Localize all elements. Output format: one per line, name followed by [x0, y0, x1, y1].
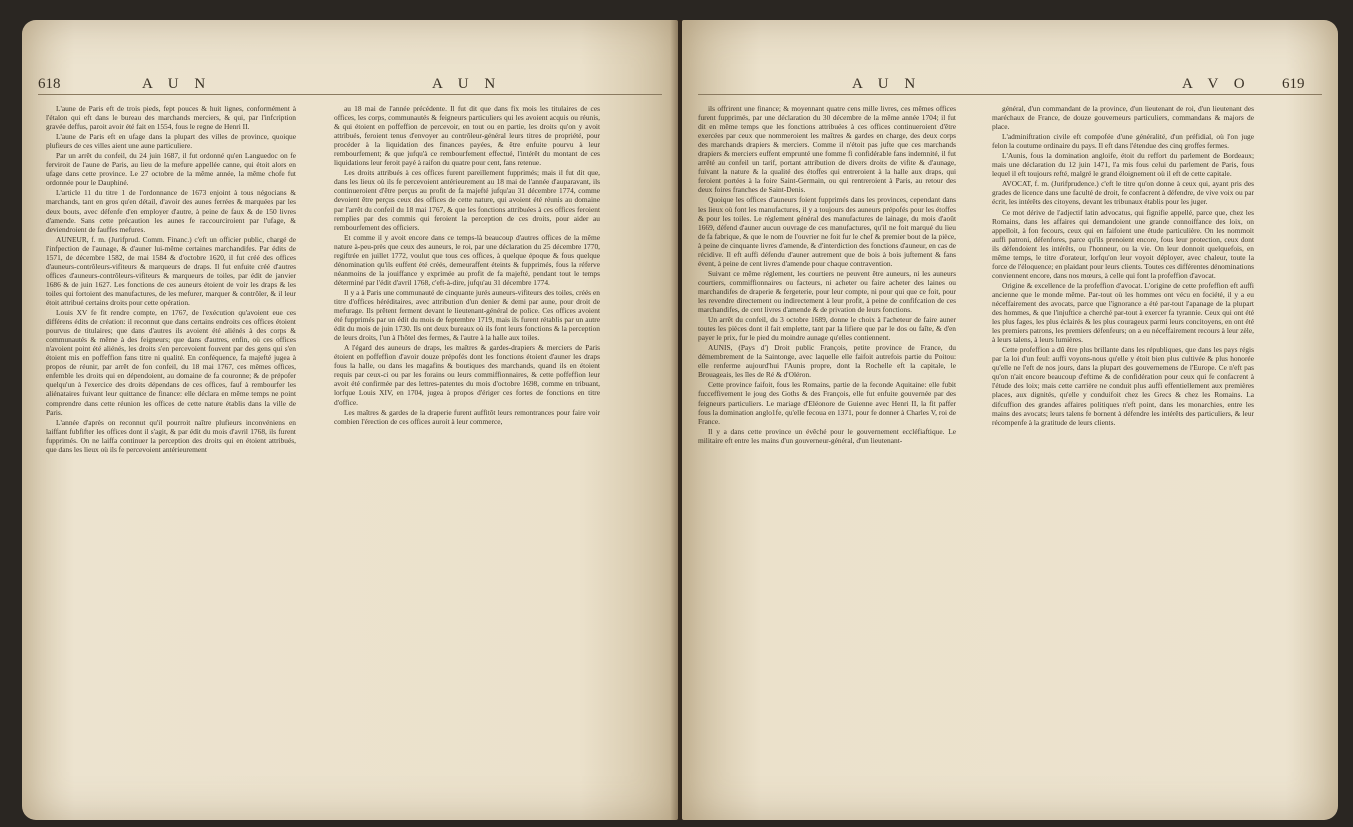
open-book — [22, 20, 1338, 820]
paragraph: A l'égard des auneurs de draps, les maîtres & gardes-drapiers & merciers de Paris étoient en poffeffion d'avoir douze prépofés dont les fonctions étoient d'auner les draps fous la halle, ou dans les magafins & boutiques des marchands, quand ils en étoient requis par ceux-ci ou par les forains ou leurs commiffionnaires, & cette poffeffion leur avoit été confirmée par des lettres-patentes du mois d'octobre 1698, comme en tribuant, lorfque Louis XIV, en 1704, jugea à propos d'ériger ces fortes de fonctions en titre d'office. — [334, 343, 600, 407]
paragraph: au 18 mai de l'année précédente. Il fut dit que dans fix mois les titulaires de ces offices, les corps, communautés & feigneurs particuliers qui les avoient acquis ou réunis, & qui étoient en poffeffion de percevoir, en tout ou en partie, les droits qu'on y avoit attribués, feroient tenus d'envoyer au contrôleur-général leurs titres de propriété, pour procéder à la liquidation des finances payées, & être enfuite pourvu à leur rembourfement; & que jufqu'à ce rembourfement effectué, l'intérêt du montant de ces liquidations leur feroit payé à raifon du quatre pour cent, fans retenue. — [334, 104, 600, 168]
paragraph: général, d'un commandant de la province, d'un lieutenant de roi, d'un lieutenant des maréchaux de France, de douze gouverneurs particuliers, commandans & majors de place. — [992, 104, 1254, 132]
paragraph: L'article 11 du titre 1 de l'ordonnance de 1673 enjoint à tous négocians & marchands, tant en gros qu'en détail, d'avoir des aunes ferrées & marquées par les deux bouts, avec défenfe d'en employer d'autre, à peine de faux & de 150 livres d'amende. Sans cette précaution les aunes fe raccourciroient par l'ufage, & deviendroient de fauffes mefures. — [46, 188, 296, 234]
paragraph: Louis XV fe fit rendre compte, en 1767, de l'exécution qu'avoient eue ces différens édits de création: il reconnut que dans certains endroits ces offices étoient pourvus de titulaires; que dans d'autres ils avoient été aliénés à des corps & communautés & même à des feigneurs; que dans d'autres, enfin, où ces offices n'avoient point été aliénés, les droits s'en percevoient fouvent par des gens qui s'en étoient mis en poffeffion fans titre ni qualité. En conféquence, fa majefté jugea à propos de réunir, par arrêt de fon confeil, du 18 mai 1767, ces mêmes offices, enfemble les droits qui en dépendoient, au domaine de fa couronne; & de prépofer quelqu'un à l'exercice des droits dépendans de ces offices, fauf à rembourfer les aliénataires fuivant leur quittance de finance: elle déclara en même temps ne point comprendre dans cette réunion les offices de cette nature établis dans la ville de Paris. — [46, 308, 296, 417]
paragraph: Et comme il y avoit encore dans ce temps-là beaucoup d'autres offices de la même nature à-peu-près que ceux des auneurs, le roi, par une déclaration du 25 décembre 1770, regiftrée en juillet 1772, voulut que tous ces offices, à quelque époque & fous quelque dénomination qu'ils euffent été créés, demeuraffent éteints & fupprimés, fous la réferve néanmoins de la jouiffance y exprimée au profit de fa majefté, pendant tout le temps déterminé par l'édit d'avril 1768, c'eft-à-dire, jufqu'au 31 décembre 1774. — [334, 232, 600, 287]
paragraph: Il y a dans cette province un évêché pour le gouvernement eccléfiaftique. Le militaire eft entre les mains d'un gouverneur-général, d'un lieutenant- — [698, 426, 956, 445]
page-number: 619 — [1282, 76, 1305, 92]
paragraph: Les droits attribués à ces offices furent pareillement fupprimés; mais il fut dit que, dans les lieux où ils fe percevoient antérieurement au 18 mai de l'année d'auparavant, ils continueroient d'être perçus au profit de fa majefté jufqu'au 31 décembre 1774, comme devoient être perçus ceux des offices de cette nature, qui avoient été réunis au domaine par l'arrêt du confeil du 18 mai 1767, & que les fonctions attribuées à ces offices feroient remplies par des commis qui feroient la perception de ces droits, pour aider au rembourfement des officiers. — [334, 168, 600, 232]
paragraph: Il y a à Paris une communauté de cinquante jurés auneurs-vifiteurs des toiles, créés en titre d'offices héréditaires, avec attribution d'un denier & demi par aune, pour droit de mefurage. Ils prêtent ferment devant le lieutenant-général de police. Ces offices avoient été fupprimés par un édit du mois de feptembre 1719, mais ils furent rétablis par un autre édit du mois de juin 1730. Ils ont deux bureaux où ils font leurs fonctions & la perception de leurs droits, l'un à l'hôtel des fermes, & l'autre à la halle aux toiles. — [334, 287, 600, 343]
paragraph: Ce mot dérive de l'adjectif latin advocatus, qui fignifie appellé, parce que, chez les Romains, dans les affaires qui demandoient une grande connoiffance des loix, on appelloit, à fon fecours, ceux qui en faifoient une étude particulière. On les nommoit auffi patroni, défenfores, parce qu'ils prenoient encore, fous leur protection, ceux dont ils défendoient les intérêts, ou l'honneur, ou la vie. On leur donnoit quelquefois, en même temps, le titre d'orateur, lorfqu'on leur voyoit déployer, avec chaleur, toute la force de l'éloquence; en plaidant pour leurs clients. Toutes ces différentes dénominations conviennent encore, dans nos mœurs, à celle qui font la profeffion d'avocat. — [992, 207, 1254, 280]
paragraph: AUNIS, (Pays d') Droit public François, petite province de France, du démembrement de la Saintonge, avec laquelle elle faifoit autrefois partie du Poitou: elle renferme aujourd'hui l'Aunis propre, dont la Rochelle eft la capitale, le Brouageais, les îles de Ré & d'Oléron. — [698, 343, 956, 380]
paragraph: Un arrêt du confeil, du 3 octobre 1689, donne le choix à l'acheteur de faire auner toutes les pièces dont il fait emplette, tant par la lifiere que par le dos ou faîte, & d'en payer le prix, fur le pied du moindre aunage qu'elles contiennent. — [698, 315, 956, 343]
text-column — [334, 104, 600, 427]
paragraph: AUNEUR, f. m. (Jurifprud. Comm. Financ.) c'eft un officier public, chargé de l'infpection de l'aunage, & d'auner lui-même certaines marchandifes. Par édits de 1571, de décembre 1582, de mai 1584 & d'octobre 1620, il fut créé des offices d'auneurs-contrôleurs-vifiteurs & marqueurs de draps. Il fut enfuite créé d'autres offices d'auneurs-contrôleurs-vifiteurs & marqueurs de toiles, par édit de janvier 1686 & de juin 1627. Les fonctions de ces auneurs étoient de voir les draps & les toiles qui fortoient des manufactures, de les mefurer, marquer & contrôler, & il leur étoit attribué certains droits pour cette opération. — [46, 234, 296, 307]
paragraph: L'année d'après on reconnut qu'il pourroit naître plufieurs inconvéniens en laiffant fubfifter les offices dont il s'agit, & par édit du mois d'avril 1768, ils furent fupprimés. On ne laiffa continuer la perception des droits qui en étoient attribués, que dans les lieux où ils fe percevoient antérieurement — [46, 417, 296, 454]
paragraph: Quoique les offices d'auneurs foient fupprimés dans les provinces, cependant dans les lieux où font les manufactures, il y a toujours des auneurs prépofés pour les étoffes & pour les toiles. Le réglement général des manufactures de lainage, du mois d'août 1669, défend d'auner aucun ouvrage de ces manufactures, qu'il ne foit marqué du lieu de fa fabrique, & que le nom de l'ouvrier ne foit fur le chef & premier bout de la pièce, à peine de cinquante livres d'amende, & d'interdiction des fonctions d'auneur, en cas de récidive. Il eft auffi défendu d'auner autrement que de bois à bois juftement & fans évent, à peine de cent livres d'amende pour chaque contravention. — [698, 195, 956, 268]
running-header: A U N — [142, 76, 212, 92]
page-number: 618 — [38, 76, 61, 92]
header-rule — [38, 94, 662, 95]
paragraph: Cette province faifoit, fous les Romains, partie de la feconde Aquitaine: elle fubit fucceffivement le joug des Goths & des François, elle fut enfuite gouvernée par des feigneurs particuliers. Le mariage d'Eléonore de Guienne avec Henri II, la fit paffer fous la domination anglo1fe, qu'elle fecoua en 1371, pour fe donner à Charles V, roi de France. — [698, 380, 956, 426]
paragraph: ils offrirent une finance; & moyennant quatre cens mille livres, ces mêmes offices furent fupprimés, par une déclaration du 30 décembre de la même année 1704; il fut dit en même temps que les fonctions attribuées à ces offices continueroient d'être exercées par ceux que nommeroient les maîtres & gardes en charge, des deux corps des marchands drapiers & merciers. Comme il n'étoit pas jufte que ces marchands drapiers & merciers euffent emprunté une fomme fi confidérable fans indemnité, il fut arrêté au confeil un tarif, portant attribution de divers droits de vifite & d'aunage, fuivant la nature & la qualité des étoffes qui entreroient à la halle aux draps, qui feroient portées à la foire Saint-Germain, ou qui rentreroient à Paris, au retour des deux foires franches de Saint-Denis. — [698, 104, 956, 195]
text-column — [698, 104, 956, 446]
paragraph: L'aune de Paris eft en ufage dans la plupart des villes de province, quoique plufieurs de ces villes aient une aune particuliere. — [46, 132, 296, 151]
text-column — [992, 104, 1254, 428]
running-header: A U N — [432, 76, 502, 92]
paragraph: Suivant ce même réglement, les courtiers ne peuvent être auneurs, ni les auneurs courtiers, commiffionnaires ou facteurs, ni acheter ou faire acheter des laines ou marchandifes de draperie & fergeterie, pour leur compte, ni pour qui que ce foit, pour les revendre directement ou indirectement à leur profit, à peine de confifcation de ces marchandifes, de cent livres d'amende & de privation de leurs fonctions. — [698, 268, 956, 315]
paragraph: Par un arrêt du confeil, du 24 juin 1687, il fut ordonné qu'en Languedoc on fe ferviroit de l'aune de Paris, au lieu de la mefure appellée canne, qui étoit alors en ufage dans cette province. Le 27 octobre de la même année, la même chofe fut ordonnée pour le Dauphiné. — [46, 151, 296, 188]
right-page — [682, 20, 1338, 820]
paragraph: L'aune de Paris eft de trois pieds, fept pouces & huit lignes, conformément à l'étalon qui eft dans le bureau des marchands merciers, & qui, par l'infcription gravée deffus, paroit avoir été fait en 1554, fous le regne de Henri II. — [46, 104, 296, 132]
paragraph: L'adminiftration civile eft compofée d'une généralité, d'un préfidial, où l'on juge felon la coutume ordinaire du pays. Il eft dans l'étendue des cinq groffes fermes. — [992, 132, 1254, 151]
running-header: A V O — [1182, 76, 1251, 92]
paragraph: AVOCAT, f. m. (Jurifprudence.) c'eft le titre qu'on donne à ceux qui, ayant pris des grades de licence dans une faculté de droit, fe confacrent à défendre, de vive voix ou par écrit, les intérêts des citoyens, devant les tribunaux établis pour les juger. — [992, 179, 1254, 207]
running-header: A U N — [852, 76, 922, 92]
paragraph: Les maîtres & gardes de la draperie furent auffitôt leurs remontrances pour faire voir combien l'érection de ces offices auroit à leur commerce, — [334, 407, 600, 426]
paragraph: L'Aunis, fous la domination angloife, étoit du reffort du parlement de Bordeaux; mais une déclaration du 12 juin 1471, l'a mis fous celui du parlement de Paris, fous lequel il eft toujours refté, malgré le grand éloignement où il eft de cette capitale. — [992, 151, 1254, 179]
header-rule — [698, 94, 1322, 95]
text-column — [46, 104, 296, 455]
paragraph: Cette profeffion a dû être plus brillante dans les républiques, que dans les pays régis par la loi d'un feul: auffi voyons-nous qu'elle y étoit bien plus cultivée & plus honorée qu'elle ne l'eft de nos jours, dans la plupart des gouvernemens de l'Europe. Ce n'eft pas qu'on n'ait encore beaucoup d'eftime & de confidération pour ceux qui fe confacrent à l'étude des loix; mais cette carrière ne conduit plus auffi effentiellement aux premières places, aux dignités, qu'elle y conduifoit chez les Grecs & chez les Romains. La difcuffion des grandes affaires politiques n'eft point, dans les monarchies, entre les mains des avocats; leurs talens fe bornent à défendre les intérêts des particuliers, & leur récompenfe à la gratitude de leurs clients. — [992, 345, 1254, 427]
left-page — [22, 20, 678, 820]
paragraph: Origine & excellence de la profeffion d'avocat. L'origine de cette profeffion eft auffi ancienne que le monde même. Par-tout où les hommes ont vécu en fociété, il y a eu néceffairement des avocats, parce que l'ignorance a été par-tout l'apanage de la plupart des hommes, & que l'injuftice a cherché par-tout à exercer fa tyrannie. Ceux qui ont été les plus fages, les plus éclairés & les plus courageux parmi leurs concitoyens, en ont été les premiers patrons, les premiers défenfeurs; on a eu néceffairement recours à leur zèle, à leurs talens, à leurs lumières. — [992, 280, 1254, 345]
